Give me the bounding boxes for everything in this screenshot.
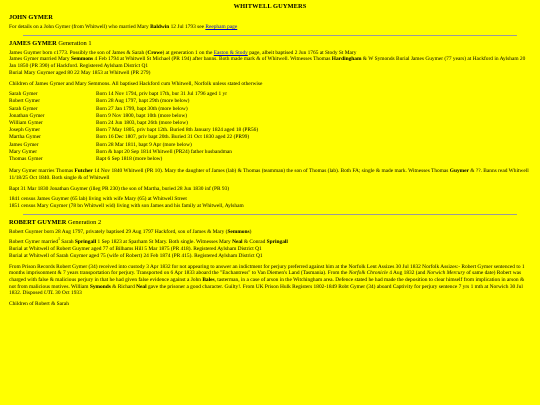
child-row	[9, 98, 258, 105]
child-name: Thomas Gymer	[9, 156, 43, 163]
child-detail: Born & bapt 20 Sep 1814 Whitwell (PR24) father husbandman	[96, 148, 232, 155]
robert-mother-surname: Semmons	[227, 228, 250, 235]
child-detail: Born 9 Nov 1800, bapt 10th (more below)	[96, 112, 188, 119]
mary-marriage-a: Mary Gymer marries Thomas	[9, 168, 75, 175]
crowe-surname: Crowe	[147, 49, 163, 56]
robert-mar-f: & Conrad	[242, 239, 267, 246]
robert-birth-line	[9, 229, 531, 236]
robert-mar-d: 1 Sep 1823 at Sparham St Mary. Both single. Witnesses Mary	[96, 239, 233, 246]
child-detail: Born 14 Nov 1794, priv bapt 17th, bur 31 Jul 1796 aged 1 yr	[96, 91, 228, 98]
reepham-page-link[interactable]: Reepham page	[205, 24, 238, 30]
child-row	[9, 142, 258, 149]
robert-marriage-burials	[9, 239, 531, 259]
census-lines	[9, 196, 531, 209]
child-detail: Born 16 Dec 1807, priv bapt 20th. Buried 31 Oct 1830 aged 22 (PR99)	[96, 134, 250, 141]
child-name: Joseph Gymer	[9, 127, 40, 134]
child-detail: Born 7 May 1805, priv bapt 12th. Buried 8th January 1824 aged 18 (PR56)	[96, 127, 259, 134]
child-name: Mary Gymer	[9, 148, 37, 155]
john-text-mid: 12 Jul 1793 see	[169, 24, 206, 30]
child-row	[9, 149, 258, 156]
child-name: Sarah Gymer	[9, 105, 38, 112]
child-detail: Born 28 Aug 1797, bapt 29th (more below)	[96, 98, 190, 105]
page	[9, 0, 531, 308]
child-name: William Gymer	[9, 120, 43, 127]
jonathan-baptism-line: Bapt 31 Mar 1830 Jonathan Guymer (illeg PR 230) the son of Martha, buried 28 Jun 1830 inf (PR 93)	[9, 185, 230, 192]
norfolk-chronicle-title: Norfolk Chronicle	[348, 270, 388, 277]
section-divider	[23, 214, 517, 215]
child-name: Martha Gymer	[9, 134, 41, 141]
census-1851: 1851 census Mary Guymer (78 bn Whitwell wid) living with son James and his family at Whitwell, Aylsham	[9, 203, 244, 210]
robert-heading-name: ROBERT GUYMER	[9, 218, 67, 226]
prison-records-paragraph	[9, 264, 531, 298]
james-line1-c: ) at generation 1 on the	[162, 49, 214, 56]
conrad-springall-surname: Springall	[266, 239, 288, 246]
neal-surname: Neal	[232, 239, 243, 246]
james-line2-a: James Gymer married Mary	[9, 56, 71, 63]
bales-surname: Bales	[202, 276, 215, 283]
james-line1-d: page, albeit baptised 2 Jun 1765 at Stody St Mary	[247, 49, 357, 56]
james-line1-a: James Guymer born c1773. Possibly the son of James & Sarah (	[9, 49, 148, 56]
robert-children-intro: Children of Robert & Sarah	[9, 301, 69, 308]
prison-c: of same date) Robert was charged with false & malicious perjury in that he had given false evidence against a John	[9, 270, 522, 283]
john-text-pre: For details on a John Gymer (from Whitwell) who married Mary	[9, 24, 151, 30]
james-children-table	[9, 91, 258, 163]
page-title: WHITWELL GUYMERS	[233, 3, 307, 10]
robert-mar-a: Robert Gymer married	[9, 239, 59, 246]
child-row	[9, 106, 258, 113]
footnote-marker: 1	[58, 237, 60, 242]
child-detail: Born 28 Mar 1811, bapt 9 Apr (more below)	[96, 141, 192, 148]
john-spouse-surname: Baldwin	[150, 24, 170, 30]
james-gymer-heading	[9, 40, 531, 48]
james-heading-name: JAMES GYMER	[9, 39, 57, 47]
robert-guymer-heading	[9, 219, 531, 227]
james-line2-e: & W Symonds Burial James Guymer (77 years) at Hackford in Aylsham 20 Jan 1850 (PR 390) of Hackford. Registered Aylsham District Q1	[9, 56, 526, 70]
semmons-surname: Semmons	[70, 56, 94, 63]
child-name: Robert Gymer	[9, 98, 40, 105]
john-gymer-heading: JOHN GYMER	[9, 14, 53, 21]
robert-born-a: Robert Guymer born 28 Aug 1797, privately baptised 29 Aug 1797 Hackford, son of James & Mary (	[9, 228, 228, 235]
robert-generation-label: Generation 2	[66, 218, 102, 226]
richard-neal-surname: Neal	[136, 283, 147, 290]
symonds-surname: Symonds	[89, 283, 111, 290]
child-name: James Gymer	[9, 141, 39, 148]
john-gymer-text	[9, 24, 531, 31]
child-row	[9, 156, 258, 163]
hardingham-surname: Hardingham	[331, 56, 362, 63]
sarah-burial-line: Burial at Whitwell of Sarah Guymer aged 75 (wife of Robert) 24 Feb 1874 (PR 415). Registered Aylsham District Q1	[9, 252, 263, 259]
guymer-surname: Guymer	[449, 168, 469, 175]
census-1841: 1841 census James Guymer (65 lab) living with wife Mary (65) at Whitwell Street	[9, 196, 187, 203]
springall-surname: Springall	[74, 239, 97, 246]
mary-marriage-c: 14 Nov 1840 Whitwell (PR 10). Mary the daughter of James (lab) & Thomas (teamman) the son of Thomas (lab). Both FA; single & made mark. Witnesses Thomas	[92, 168, 450, 175]
james-generation-label: Generation 1	[56, 39, 92, 47]
robert-mar-b: Sarah	[59, 239, 75, 246]
robert-burial-line: Burial at Whitwell of Robert Guymer aged 77 of Bilhams Hill 5 Mar 1875 (PR 418). Registered Aylsham District Q1	[9, 246, 262, 253]
prison-i: gave the prisoner a good character. Guilty!. From UK Prison Hulk Registers 1802-1849 Robt Gymer (34) aboard Captivity for perjury sentence 7 yrs 1 mth at Norwich 30 Jul 1832. Disposed	[9, 283, 523, 297]
child-row	[9, 113, 258, 120]
mary-marriage-paragraph	[9, 168, 531, 181]
james-biography	[9, 50, 531, 77]
james-children-intro: Children of James Gymer and Mary Semmons. All baptised Hackford cum Whitwell, Norfolk unless stated otherwise	[9, 80, 263, 87]
child-row	[9, 134, 258, 141]
mary-marriage-e: & ??. Banns read Whitwell 11/18/25 Oct 1840. Both single & of Whitwell	[9, 168, 529, 181]
prison-a: From Prison Records Robert Gymer (34) received into custody 3 Apr 1832 for not appearing to answer an indictment for perjury preferred against him at the Norfolk Lent Assizes 30 Jul 1832 Norfolk Assizes:- Robert Gymer sentenced to 1 months imprisonment & 7 years transportation for perjury. Transported on 6 Apr 1833 aboard the "Enchantress" to Van Diemen's Land (Tasmania). From the	[9, 263, 525, 277]
section-divider	[23, 35, 517, 36]
prison-g: & Richard	[110, 283, 137, 290]
child-name: Jonathan Gymer	[9, 112, 45, 119]
child-detail: Born 27 Jan 1799, bapt 30th (more below)	[96, 105, 188, 112]
prison-e: , tasterman, in a case of arson in the Witchingham area. Defence stated he had made the deposition to clear himself from implication in arson & not from malicious motives. William	[9, 276, 525, 290]
futcher-surname: Futcher	[74, 168, 93, 175]
utl-abbrev: UTL	[43, 290, 54, 297]
child-detail: Born 24 Jun 1803, bapt 26th (more below)	[96, 120, 188, 127]
james-line2-c: 4 Feb 1794 at Whitwell St Michael (PR 194) after banns. Both made mark & of Whitwell. Witnesses Thomas	[93, 56, 332, 63]
child-name: Sarah Gymer	[9, 91, 38, 98]
norwich-mercury-title: Norwich Mercury	[426, 270, 465, 277]
robert-born-c: )	[249, 228, 252, 235]
prison-j: 30 Oct 1933	[53, 290, 82, 297]
easton-stody-link[interactable]: Easton & Stody	[213, 49, 248, 56]
prison-b: 4 Aug 1832 (and	[387, 270, 427, 277]
child-detail: Bapt 6 Sep 1818 (more below)	[96, 156, 163, 163]
mary-burial-line: Burial Mary Guymer aged 80 22 May 1853 at Whitwell (PR 279)	[9, 69, 151, 76]
